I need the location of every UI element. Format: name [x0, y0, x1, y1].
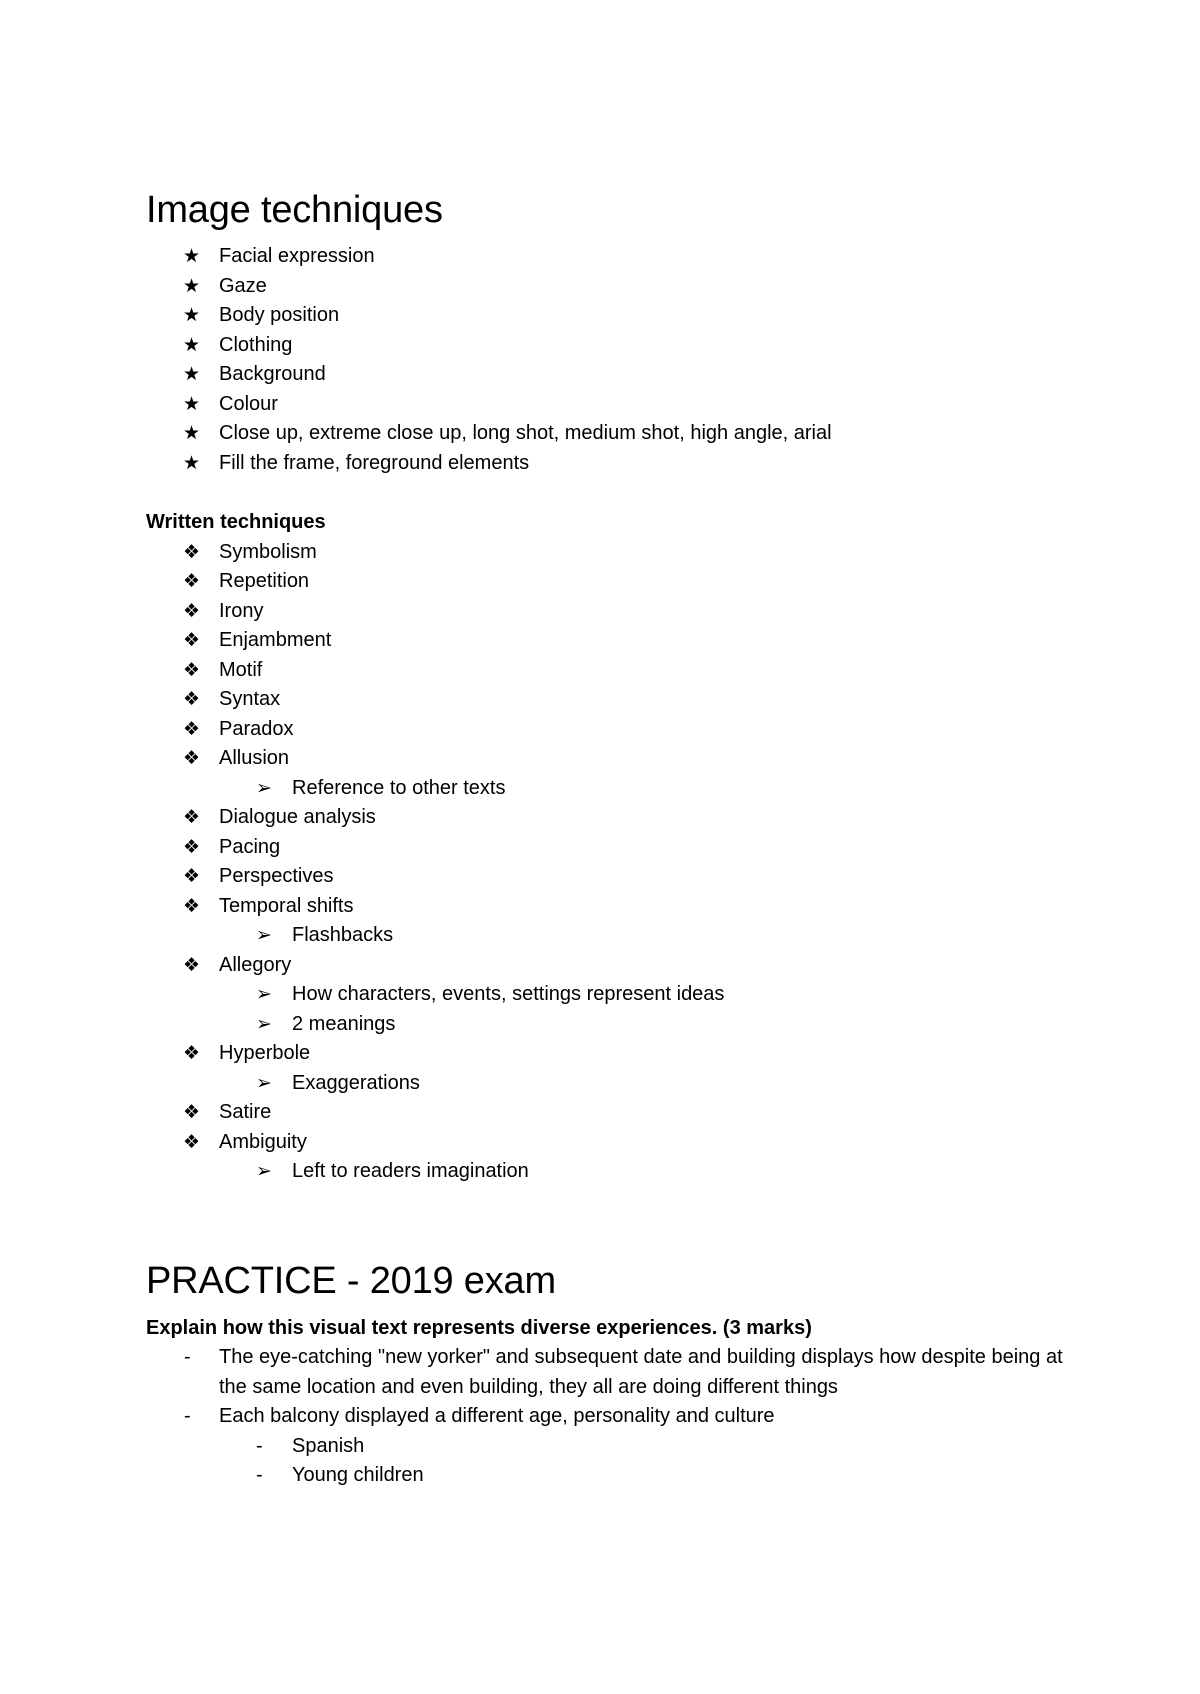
list-item: [146, 538, 1066, 568]
sub-list-item: [146, 1069, 1066, 1099]
answer-text: Spanish: [292, 1434, 365, 1457]
list-item-label: Reference to other texts: [292, 776, 506, 799]
dash-bullet-icon: -: [184, 1405, 191, 1427]
list-item-label: Fill the frame, foreground elements: [219, 451, 530, 474]
image-techniques-list: [146, 242, 1066, 478]
list-item: [146, 862, 1066, 892]
list-item-label: Allusion: [219, 747, 290, 769]
diamond-bullet-icon: ❖: [183, 717, 201, 740]
arrow-bullet-icon: ➢: [256, 1160, 272, 1182]
answer-text: Young children: [292, 1464, 424, 1486]
diamond-bullet-icon: ❖: [183, 1101, 201, 1123]
answer-sub-item: [146, 1461, 1152, 1491]
list-item-label: Symbolism: [219, 540, 317, 563]
practice-answers-list: [146, 1343, 1066, 1491]
list-item-label: Ambiguity: [219, 1130, 307, 1153]
list-item-label: Background: [219, 363, 326, 385]
list-item-label: Enjambment: [219, 629, 332, 651]
diamond-bullet-icon: ❖: [183, 865, 201, 887]
practice-heading: PRACTICE - 2019 exam: [146, 1259, 556, 1302]
sub-list-item: [146, 1157, 1066, 1187]
star-bullet-icon: ★: [183, 422, 201, 444]
dash-bullet-icon: -: [184, 1346, 191, 1368]
arrow-bullet-icon: ➢: [256, 924, 272, 946]
diamond-bullet-icon: ❖: [183, 835, 201, 858]
star-bullet-icon: ★: [183, 363, 201, 385]
sub-list-item: [146, 980, 1066, 1010]
diamond-bullet-icon: ❖: [183, 570, 201, 592]
list-item-label: Body position: [219, 304, 340, 326]
list-item: [146, 1098, 1066, 1128]
list-item: [146, 744, 1066, 774]
list-item-label: Left to readers imagination: [292, 1160, 529, 1182]
dash-bullet-icon: -: [256, 1434, 263, 1457]
list-item-label: Satire: [219, 1101, 272, 1123]
list-item-label: Close up, extreme close up, long shot, medium shot, high angle, arial: [219, 422, 832, 444]
dash-bullet-icon: -: [256, 1464, 263, 1486]
list-item: [146, 951, 1066, 981]
written-techniques-list: [146, 538, 1066, 1187]
list-item: [146, 567, 1066, 597]
answer-sub-item: [146, 1432, 1152, 1462]
diamond-bullet-icon: ❖: [183, 599, 201, 622]
arrow-bullet-icon: ➢: [256, 1071, 272, 1094]
answer-item: [146, 1343, 1079, 1402]
diamond-bullet-icon: ❖: [183, 1042, 201, 1064]
list-item-label: Colour: [219, 392, 278, 415]
diamond-bullet-icon: ❖: [183, 747, 201, 769]
arrow-bullet-icon: ➢: [256, 776, 272, 799]
star-bullet-icon: ★: [183, 245, 201, 267]
list-item-label: Hyperbole: [219, 1042, 311, 1064]
answer-item: [146, 1402, 1079, 1432]
list-item: [146, 360, 1066, 390]
list-item-label: How characters, events, settings represent ideas: [292, 983, 725, 1005]
list-item: [146, 272, 1066, 302]
document-page: [146, 184, 1066, 1491]
diamond-bullet-icon: ❖: [183, 806, 201, 828]
list-item: [146, 685, 1066, 715]
diamond-bullet-icon: ❖: [183, 1130, 201, 1153]
list-item-label: Flashbacks: [292, 924, 394, 946]
arrow-bullet-icon: ➢: [256, 1012, 272, 1035]
star-bullet-icon: ★: [183, 451, 201, 474]
list-item: [146, 597, 1066, 627]
diamond-bullet-icon: ❖: [183, 540, 201, 563]
list-item-label: Paradox: [219, 717, 294, 740]
diamond-bullet-icon: ❖: [183, 894, 201, 917]
star-bullet-icon: ★: [183, 392, 201, 415]
list-item-label: Allegory: [219, 953, 292, 976]
list-item: [146, 390, 1066, 420]
list-item-label: Gaze: [219, 274, 267, 297]
list-item: [146, 803, 1066, 833]
list-item-label: Facial expression: [219, 245, 375, 267]
list-item: [146, 1039, 1066, 1069]
list-item-label: Syntax: [219, 688, 281, 710]
arrow-bullet-icon: ➢: [256, 983, 272, 1005]
sub-list-item: [146, 774, 1066, 804]
diamond-bullet-icon: ❖: [183, 953, 201, 976]
practice-question: Explain how this visual text represents diverse experiences. (3 marks): [146, 1316, 812, 1339]
list-item-label: Clothing: [219, 333, 293, 356]
list-item: [146, 656, 1066, 686]
list-item: [146, 715, 1066, 745]
list-item: [146, 626, 1066, 656]
list-item: [146, 833, 1066, 863]
list-item-label: Motif: [219, 658, 263, 681]
list-item-label: 2 meanings: [292, 1012, 396, 1035]
list-item: [146, 242, 1066, 272]
star-bullet-icon: ★: [183, 304, 201, 326]
list-item-label: Pacing: [219, 835, 281, 858]
list-item: [146, 419, 1066, 449]
list-item: [146, 301, 1066, 331]
list-item-label: Temporal shifts: [219, 894, 354, 917]
written-techniques-heading: Written techniques: [146, 511, 326, 533]
diamond-bullet-icon: ❖: [183, 629, 201, 651]
answer-text: Each balcony displayed a different age, personality and culture: [219, 1405, 775, 1427]
sub-list-item: [146, 1010, 1066, 1040]
diamond-bullet-icon: ❖: [183, 658, 201, 681]
sub-list-item: [146, 921, 1066, 951]
image-techniques-heading: Image techniques: [146, 189, 443, 231]
list-item-label: Irony: [219, 599, 264, 622]
star-bullet-icon: ★: [183, 333, 201, 356]
list-item-label: Perspectives: [219, 865, 334, 887]
list-item: [146, 331, 1066, 361]
list-item-label: Dialogue analysis: [219, 806, 376, 828]
star-bullet-icon: ★: [183, 274, 201, 297]
list-item: [146, 892, 1066, 922]
list-item: [146, 1128, 1066, 1158]
list-item-label: Repetition: [219, 570, 310, 592]
list-item-label: Exaggerations: [292, 1071, 420, 1094]
answer-text: The eye-catching "new yorker" and subsequent date and building displays how despite being at the same location and even building, they all are doing different things: [219, 1346, 1063, 1398]
list-item: [146, 449, 1066, 479]
diamond-bullet-icon: ❖: [183, 688, 201, 710]
